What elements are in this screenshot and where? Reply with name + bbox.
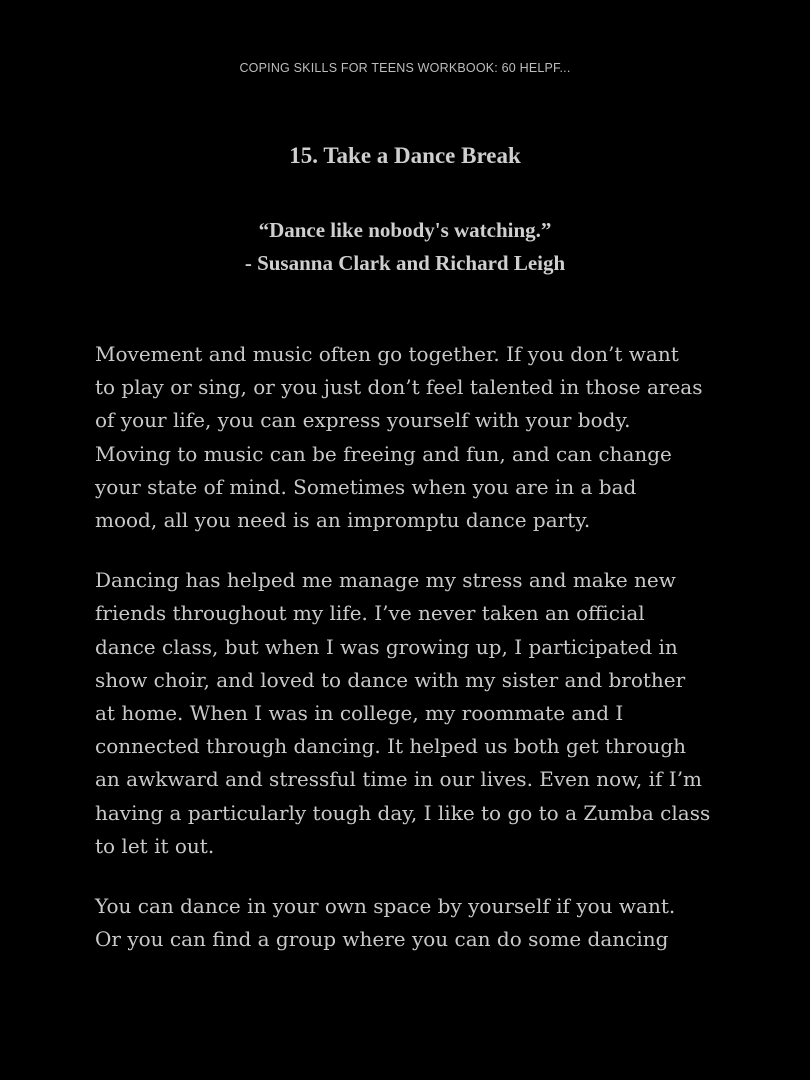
chapter-title: 15. Take a Dance Break bbox=[289, 143, 521, 168]
paragraph-2 bbox=[95, 564, 720, 863]
text-line: Dancing has helped me manage my stress and make new bbox=[95, 568, 676, 593]
text-line: to let it out. bbox=[95, 833, 215, 858]
text-line: Movement and music often go together. If you don’t want bbox=[95, 342, 679, 366]
text-line: show choir, and loved to dance with my sister and brother bbox=[95, 667, 686, 692]
paragraph-1 bbox=[95, 338, 720, 537]
text-line: You can dance in your own space by yourself if you want. bbox=[95, 894, 676, 919]
text-line: friends throughout my life. I’ve never taken an official bbox=[95, 601, 645, 626]
text-line: Moving to music can be freeing and fun, and can change bbox=[95, 441, 672, 466]
epigraph bbox=[0, 214, 810, 280]
text-line: of your life, you can express yourself with your body. bbox=[95, 408, 631, 433]
text-line: dance class, but when I was growing up, I participated in bbox=[95, 634, 678, 659]
text-line: Or you can find a group where you can do some dancing bbox=[95, 927, 669, 952]
running-header: COPING SKILLS FOR TEENS WORKBOOK: 60 HELPF... bbox=[239, 61, 571, 75]
text-line: connected through dancing. It helped us both get through bbox=[95, 734, 687, 759]
text-line: mood, all you need is an impromptu dance party. bbox=[95, 508, 591, 533]
text-line: your state of mind. Sometimes when you are in a bad bbox=[95, 474, 637, 499]
text-line: having a particularly tough day, I like to go to a Zumba class bbox=[95, 800, 711, 825]
body-text bbox=[95, 338, 720, 983]
epigraph-attribution: - Susanna Clark and Richard Leigh bbox=[244, 251, 566, 275]
text-line: at home. When I was in college, my roommate and I bbox=[95, 701, 624, 726]
text-line: to play or sing, or you just don’t feel talented in those areas bbox=[95, 375, 703, 400]
paragraph-3 bbox=[95, 890, 720, 956]
text-line: an awkward and stressful time in our lives. Even now, if I’m bbox=[95, 767, 703, 792]
epigraph-quote: “Dance like nobody's watching.” bbox=[258, 218, 552, 242]
